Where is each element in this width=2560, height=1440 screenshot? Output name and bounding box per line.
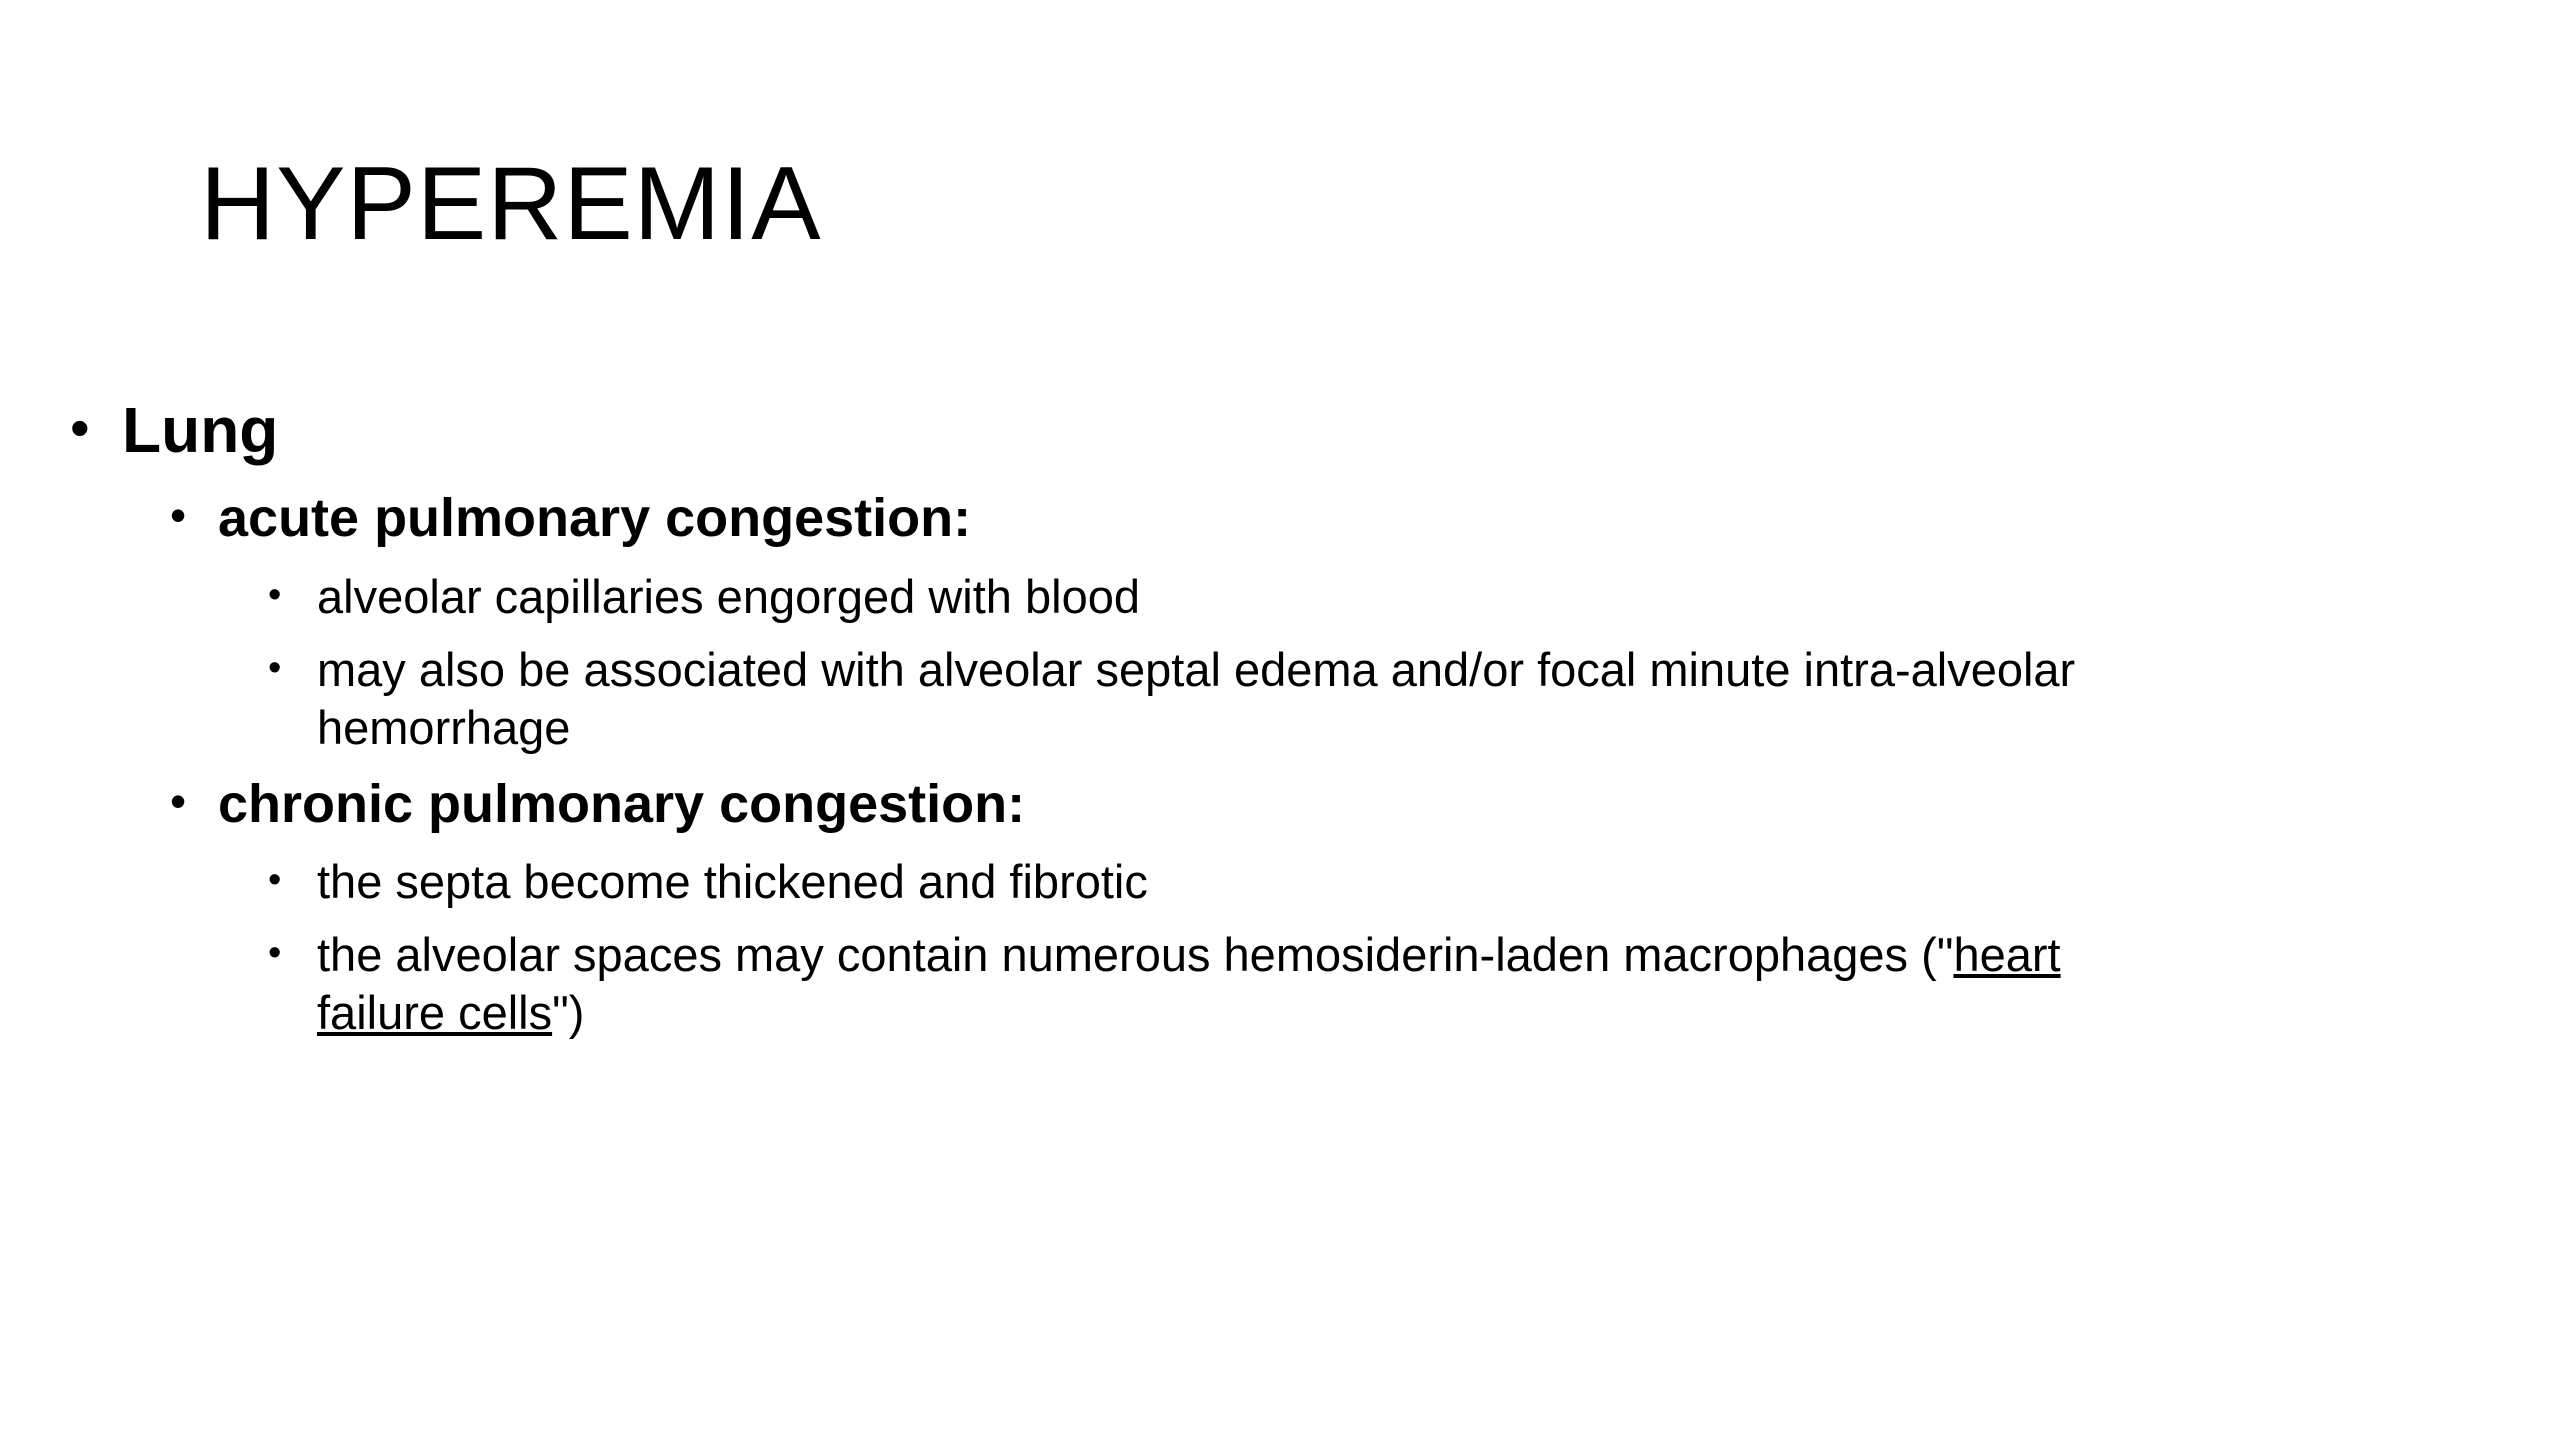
chronic-congestion-heading: chronic pulmonary congestion: — [218, 774, 1026, 834]
bullet-dot-icon: • — [268, 574, 282, 616]
bullet-dot-icon: • — [268, 647, 282, 689]
bullet-dot-icon: • — [268, 932, 282, 974]
heart-failure-cells-link[interactable]: heart failure cells — [317, 928, 2061, 1039]
list-item-text: the septa become thickened and fibrotic — [317, 855, 1148, 908]
bullet-dot-icon: • — [70, 396, 90, 459]
slide-title: HYPEREMIA — [200, 146, 822, 262]
list-item-text-part: ") — [552, 986, 585, 1039]
list-item-text — [317, 926, 2197, 1042]
list-item-text: alveolar capillaries engorged with blood — [317, 570, 1141, 623]
acute-congestion-heading: acute pulmonary congestion: — [218, 488, 972, 548]
bullet-dot-icon: • — [170, 775, 187, 827]
list-item-text: may also be associated with alveolar septal edema and/or focal minute intra-alveolar hemorrhage — [317, 643, 2076, 754]
list-item-text-part: the alveolar spaces may contain numerous hemosiderin-laden macrophages (" — [317, 928, 1954, 981]
bullet-dot-icon: • — [268, 859, 282, 901]
bullet-lung-label: Lung — [122, 394, 279, 466]
bullet-dot-icon: • — [170, 489, 187, 541]
